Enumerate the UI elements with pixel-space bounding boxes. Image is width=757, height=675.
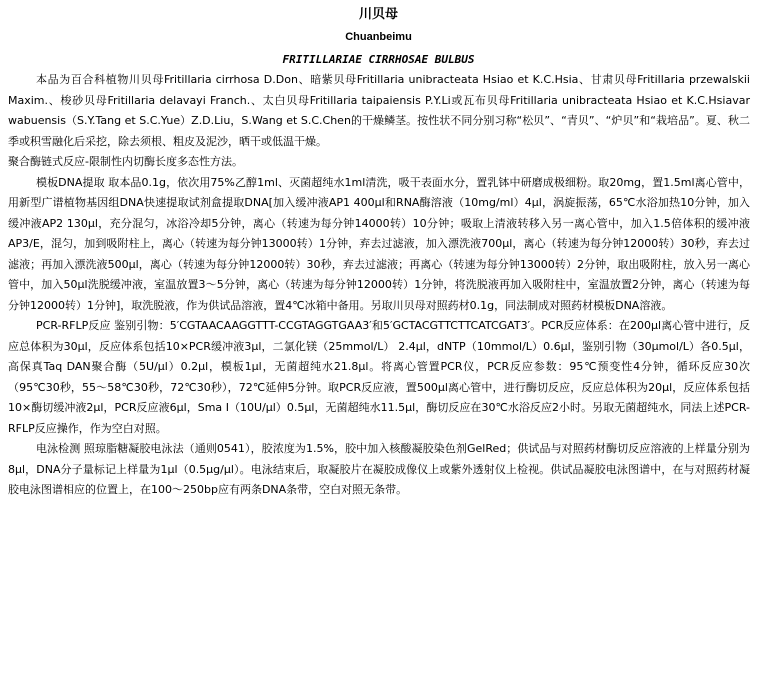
- description-paragraph: 本品为百合科植物川贝母Fritillaria cirrhosa D.Don、暗紫贝母Fritillaria unibracteata Hsiao et K.C.Hsia、甘肃贝母Fritillaria przewalskii Maxim.、梭砂贝母Fritillaria delavayi Franch.、太白贝母Fritillaria taipaiensis P.Y.Li或瓦布贝母Fritillaria unibracteata Hsiao et K.C.Hsiavar wabuensis（S.Y.Tang et S.C.Yue）Z.D.Liu，S.Wang et S.C.Chen的干燥鳞茎。按性状不同分别习称“松贝”、“青贝”、“炉贝”和“栽培品”。夏、秋二季或积雪融化后采挖，除去须根、粗皮及泥沙，晒干或低温干燥。: [8, 73, 750, 148]
- dna-extraction-paragraph: 模板DNA提取 取本品0.1g，依次用75%乙醇1ml、灭菌超纯水1ml清洗，吸干表面水分，置乳钵中研磨成极细粉。取20mg，置1.5ml离心管中，用新型广谱植物基因组DNA快速提取试剂盒提取DNA[加入缓冲液AP1 400μl和RNA酶溶液（10mg/ml）4μl，涡旋振荡，65℃水浴加热10分钟，加入缓冲液AP2 130μl，充分混匀，冰浴冷却5分钟，离心（转速为每分钟14000转）10分钟；吸取上清液转移入另一离心管中，加入1.5倍体积的缓冲液AP3/E，混匀，加到吸附柱上，离心（转速为每分钟13000转）1分钟，弃去过滤液，加入漂洗液700μl，离心（转速为每分钟12000转）30秒，弃去过滤液；再加入漂洗液500μl，离心（转速为每分钟12000转）30秒，弃去过滤液；再离心（转速为每分钟13000转）2分钟，取出吸附柱，放入另一离心管中，加入50μl洗脱缓冲液，室温放置3～5分钟，离心（转速为每分钟12000转）1分钟，将洗脱液再加入吸附柱中，室温放置2分钟，离心（转速为每分钟12000转）1分钟]，取洗脱液，作为供试品溶液，置4℃冰箱中备用。另取川贝母对照药材0.1g，同法制成对照药材模板DNA溶液。: [8, 175, 750, 312]
- document-title: 川贝母: [358, 7, 398, 22]
- latin-name: FRITILLARIAE CIRRHOSAE BULBUS: [282, 53, 475, 66]
- pinyin-name: Chuanbeimu: [345, 31, 412, 43]
- document-body: [8, 70, 750, 501]
- electrophoresis-paragraph: 电泳检测 照琼脂糖凝胶电泳法（通则0541），胶浓度为1.5%，胶中加入核酸凝胶染色剂GelRed；供试品与对照药材酶切反应溶液的上样量分别为8μl，DNA分子量标记上样量为1μl（0.5μg/μl）。电泳结束后，取凝胶片在凝胶成像仪上或紫外透射仪上检视。供试品凝胶电泳图谱中，在与对照药材凝胶电泳图谱相应的位置上，在100～250bp应有两条DNA条带，空白对照无条带。: [8, 442, 750, 496]
- pcr-rflp-paragraph: PCR-RFLP反应 鉴别引物：5′CGTAACAAGGTTT-CCGTAGGTGAA3′和5′GCTACGTTCTTCATCGAT3′。PCR反应体系：在200μl离心管中进行，反应总体积为30μl，反应体系包括10×PCR缓冲液3μl，二氯化镁（25mmol/L） 2.4μl，dNTP（10mmol/L）0.6μl，鉴别引物（30μmol/L）各0.5μl，高保真Taq DAN聚合酶（5U/μl）0.2μl，模板1μl，无菌超纯水21.8μl。将离心管置PCR仪，PCR反应参数：95℃预变性4分钟，循环反应30次（95℃30秒，55～58℃30秒，72℃30秒），72℃延伸5分钟。取PCR反应液，置500μl离心管中，进行酶切反应，反应总体积为20μl，反应体系包括10×酶切缓冲液2μl，PCR反应液6μl，Sma I（10U/μl）0.5μl，无菌超纯水11.5μl，酶切反应在30℃水浴反应2小时。另取无菌超纯水，同法上述PCR-RFLP反应操作，作为空白对照。: [8, 319, 750, 435]
- method-heading: 聚合酶链式反应-限制性内切酶长度多态性方法。: [8, 155, 243, 168]
